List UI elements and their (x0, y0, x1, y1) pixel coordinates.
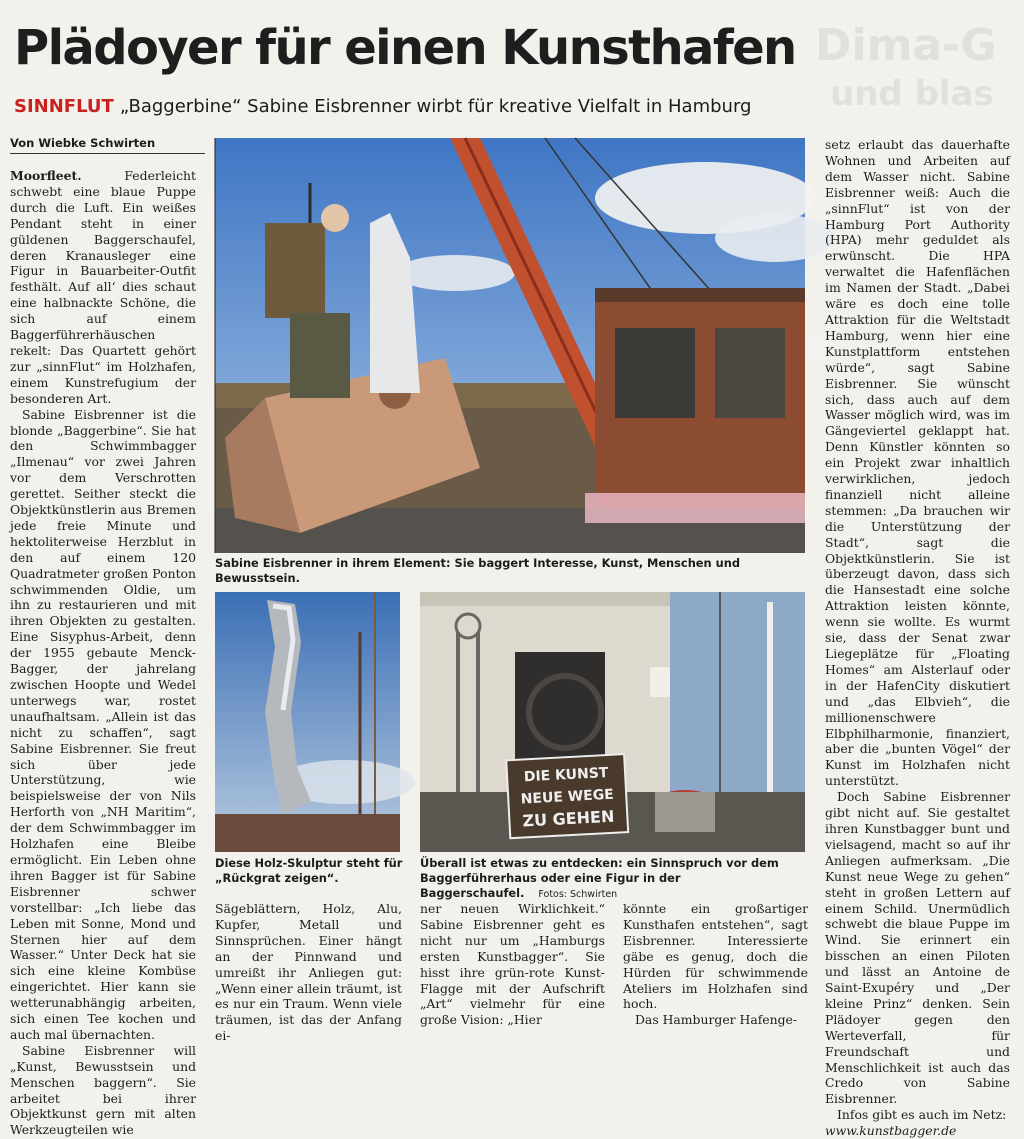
main-photo-dredger (215, 138, 805, 553)
paragraph: setz erlaubt das dauerhafte Wohnen und Arbeiten auf dem Wasser nicht. Sabine Eisbrenner weiß: Auch die „sinnFlut“ ist von der Hamburg Port Authority (HPA) mehr geduldet als erwünscht. Die HPA verwaltet die Hafenflächen im Namen der Stadt. „Dabei wäre es doch eine tolle Attraktion für die Weltstadt Hamburg, wenn hier eine Kunstplattform entstehen würde“, sagt Sabine Eisbrenner. Sie wünscht sich, dass auch auf dem Wasser möglich wird, was im Gängeviertel geklappt hat. Denn Künstler könnten so ein Projekt zwar inhaltlich verwirklichen, jedoch finanziell nicht alleine stemmen: „Da brauchen wir die Unterstützung der Stadt“, sagt die Objektkünstlerin. Sie ist überzeugt davon, dass sich die Hansestadt eine solche Attraktion leisten könnte, wenn sie wollte. Es wurmt sie, dass der Senat zwar Liegeplätze für „Floating Homes“ am Alsterlauf oder in der HafenCity diskutiert und „das Elbvieh“, die millionenschwere Elbphilharmonie, finanziert, aber die „bunten Vögel“ der Kunst im Holzhafen nicht unterstützt. (825, 137, 1010, 789)
subheadline (14, 94, 751, 120)
cabin-caption-text: Überall ist etwas zu entdecken: ein Sinnspruch vor dem Baggerführerhaus oder eine Figur in der Baggerschaufel. (420, 856, 779, 900)
paragraph: Doch Sabine Eisbrenner gibt nicht auf. Sie gestaltet ihren Kunstbagger bunt und vielsagend, macht so auf ihr Anliegen aufmerksam. „Die Kunst neue Wege zu gehen“ steht in großen Lettern auf einem Schild. Unermüdlich schwebt die blaue Puppe im Wind. Sie erinnert ein bisschen an einen Piloten und lässt an Antoine de Saint-Exupéry und „Der kleine Prinz“ denken. Sein Plädoyer gegen den Werteverfall, für Freundschaft und Menschlichkeit ist auch das Credo von Sabine Eisbrenner. (825, 789, 1010, 1107)
background-ghost-text-2: und blas (830, 74, 994, 114)
location-tag: Moorfleet. (10, 168, 82, 183)
paragraph: könnte ein großartiger Kunsthafen entstehen“, sagt Eisbrenner. Interessierte gäbe es genug, doch die Hürden für schwimmende Ateliers im Holzhafen sind hoch. (623, 901, 808, 1012)
article-column-4 (623, 901, 808, 1028)
background-ghost-text: Dima-G (815, 20, 997, 71)
paragraph: Das Hamburger Hafenge- (635, 1012, 798, 1028)
headline: Plädoyer für einen Kunsthafen (14, 20, 796, 76)
cabin-caption (420, 856, 810, 902)
paragraph: Sägeblättern, Holz, Alu, Kupfer, Metall und Sinnsprüchen. Einer hängt an der Pinnwand und umreißt ihr Anliegen gut: „Wenn einer allein träumt, ist es nur ein Traum. Wenn viele träumen, ist das der Anfang ei- (215, 901, 402, 1044)
sculpture-photo (215, 592, 400, 852)
article-column-5 (825, 137, 1010, 1139)
sculpture-caption: Diese Holz-Skulptur steht für „Rückgrat zeigen“. (215, 856, 403, 885)
paragraph: Infos gibt es auch im Netz: (837, 1107, 1007, 1123)
kicker: SINNFLUT (14, 96, 114, 117)
article-column-2 (215, 901, 402, 1044)
sign-text-line-3: ZU GEHEN (521, 806, 615, 831)
website-link[interactable]: www.kunstbagger.de (825, 1123, 957, 1139)
byline: Von Wiebke Schwirten (10, 136, 205, 154)
sign-text-line-1: DIE KUNST (523, 764, 609, 786)
paragraph: Sabine Eisbrenner ist die blonde „Baggerbine“. Sie hat den Schwimmbagger „Ilmenau“ vor zwei Jahren vor dem Verschrotten gerettet. Seither steckt die Objektkünstlerin aus Bremen jede freie Minute und hektoliterweise Herzblut in den auf einem 120 Quadratmeter großen Ponton schwimmenden Oldie, um ihn zu restaurieren und mit ihren Objekten zu gestalten. Eine Sisyphus-Arbeit, denn der 1955 gebaute Menck-Bagger, der jahrelang zwischen Hoopte und Wedel unterwegs war, rostet unaufhaltsam. „Allein ist das nicht zu schaffen“, sagt Sabine Eisbrenner. Sie freut sich über jede Unterstützung, wie beispielsweise der von Nils Herforth von „NH Maritim“, der dem Schwimmbagger im Holzhafen eine Bleibe ermöglicht. Ein Leben ohne ihren Bagger ist für Sabine Eisbrenner schwer vorstellbar: „Ich liebe das Leben mit Sonne, Mond und Sternen hier auf dem Wasser.“ Unter Deck hat sie sich eine kleine Kombüse eingerichtet. Hier kann sie wetterunabhängig arbeiten, sich einen Tee kochen und auch mal übernachten. (10, 406, 196, 1042)
article-column-3 (420, 901, 605, 1028)
subtitle: „Baggerbine“ Sabine Eisbrenner wirbt für kreative Vielfalt in Hamburg (119, 96, 752, 117)
paragraph: ner neuen Wirklichkeit.“ Sabine Eisbrenner geht es nicht nur um „Hamburgs ersten Kunstbagger“. Sie hisst ihre grün-rote Kunst-Flagge mit der Aufschrift „Art“ vielmehr für eine große Vision: „Hier (420, 901, 605, 1028)
photo-credit: Fotos: Schwirten (538, 889, 618, 900)
main-photo-caption: Sabine Eisbrenner in ihrem Element: Sie baggert Interesse, Kunst, Menschen und Bewusstsein. (215, 556, 740, 585)
cabin-sign-photo (420, 592, 805, 852)
sign-text-line-2: NEUE WEGE (520, 786, 615, 808)
paragraph (10, 168, 196, 407)
paragraph-text: Federleicht schwebt eine blaue Puppe durch die Luft. Ein weißes Pendant steht in einer güldenen Baggerschaufel, deren Kranausleger eine Figur in Bauarbeiter-Outfit festhält. Auf all‘ dies schaut eine halbnackte Schöne, die sich auf einem Baggerführerhäuschen rekelt: Das Quartett gehört zur „sinnFlut“ im Holzhafen, einem Kunstrefugium der besonderen Art. (10, 168, 196, 406)
paragraph: Sabine Eisbrenner will „Kunst, Bewusstsein und Menschen baggern“. Sie arbeitet bei ihrer Objektkunst gern mit alten Werkzeugteilen wie (10, 1042, 196, 1138)
article-column-1 (10, 168, 196, 1138)
